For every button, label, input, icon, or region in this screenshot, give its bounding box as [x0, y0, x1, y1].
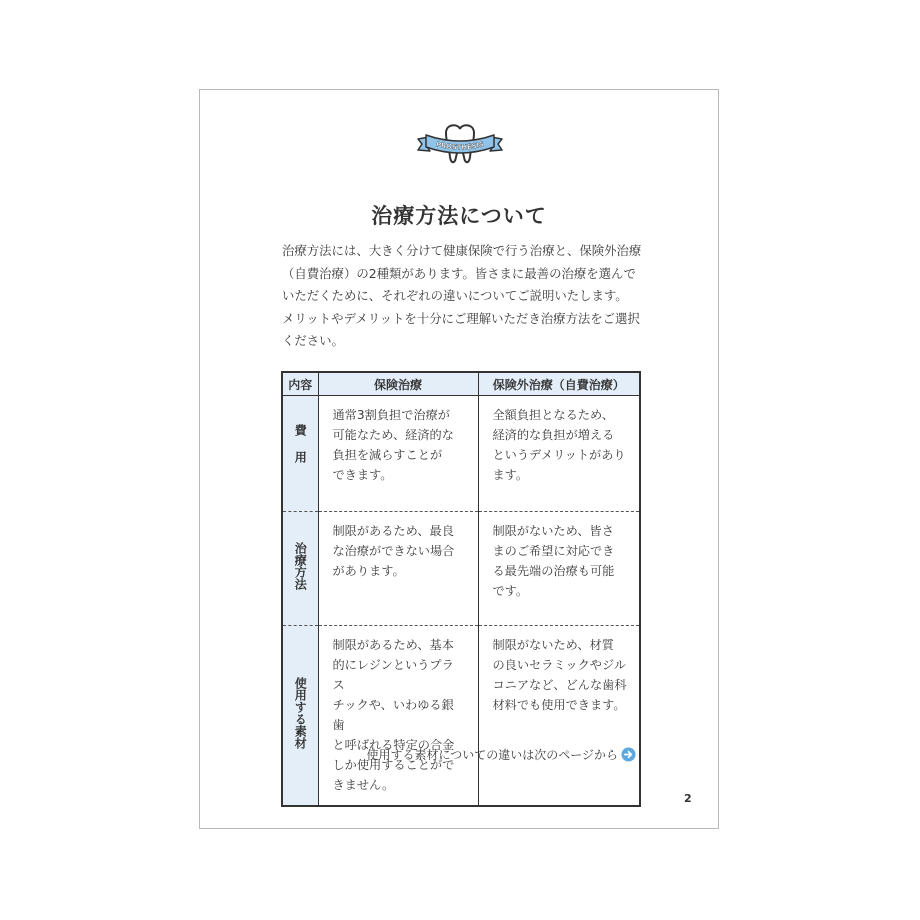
row-label-cost — [282, 396, 318, 512]
intro-paragraph — [282, 240, 650, 353]
private-cell: 制限がないため、材質 の良いセラミックやジル コニアなど、どんな歯科 材料でも使用できます。 — [478, 626, 640, 807]
header-content: 内容 — [282, 372, 318, 396]
table-header-row — [282, 372, 640, 396]
private-cell: 全額負担となるため、 経済的な負担が増える というデメリットがあり ます。 — [478, 396, 640, 512]
arrow-right-circle-icon — [621, 747, 636, 762]
table-row — [282, 626, 640, 807]
table-row — [282, 396, 640, 512]
header-insured: 保険治療 — [318, 372, 478, 396]
row-label-text: 費用 — [293, 423, 308, 478]
insured-cell: 制限があるため、基本 的にレジンというプラス チックや、いわゆる銀歯 と呼ばれる特定の合金 しか使用することがで きません。 — [318, 626, 478, 807]
row-label-text: 使用する素材 — [293, 676, 308, 749]
page-number: 2 — [684, 792, 692, 805]
row-label-material — [282, 626, 318, 807]
next-page-text: 使用する素材についての違いは次のページから — [366, 748, 618, 762]
intro-line: （自費治療）の2種類があります。皆さまに最善の治療を選んで — [282, 265, 636, 281]
header-private: 保険外治療（自費治療） — [478, 372, 640, 396]
tooth-icon — [415, 123, 505, 167]
row-label-text: 治療方法 — [293, 541, 308, 590]
next-page-link[interactable] — [366, 746, 636, 763]
comparison-table — [281, 371, 641, 807]
insured-cell: 通常3割負担で治療が 可能なため、経済的な 負担を減らすことが できます。 — [318, 396, 478, 512]
document-page — [199, 89, 719, 829]
intro-line: ください。 — [282, 333, 344, 348]
table-row — [282, 512, 640, 626]
row-label-method — [282, 512, 318, 626]
intro-line: メリットやデメリットを十分にご理解いただき治療方法をご選択 — [282, 310, 640, 326]
intro-line: 治療方法には、大きく分けて健康保険で行う治療と、保険外治療 — [282, 243, 642, 258]
page-title: 治療方法について — [371, 204, 547, 228]
private-cell: 制限がないため、皆さ まのご希望に対応でき る最先端の治療も可能 です。 — [478, 512, 640, 626]
intro-line: いただくために、それぞれの違いについてご説明いたします。 — [282, 288, 628, 303]
logo-banner-text: PROSTHESIS — [435, 140, 485, 152]
insured-cell: 制限があるため、最良 な治療ができない場合 があります。 — [318, 512, 478, 626]
